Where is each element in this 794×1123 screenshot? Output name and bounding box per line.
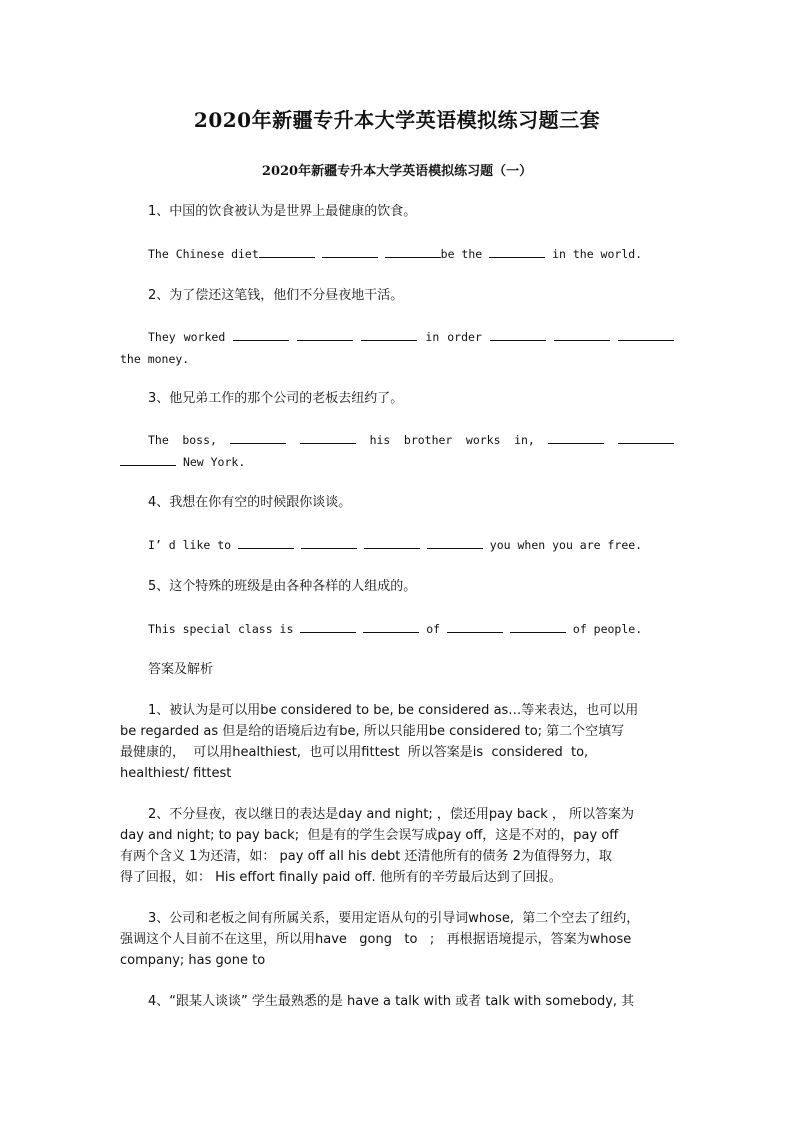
- blank[interactable]: [301, 535, 357, 549]
- answer-3-line: company; has gone to: [120, 953, 266, 968]
- blank[interactable]: [489, 244, 545, 258]
- blank[interactable]: [300, 619, 356, 633]
- blank[interactable]: [363, 619, 419, 633]
- blank[interactable]: [427, 535, 483, 549]
- question-3-chinese: 3、他兄弟工作的那个公司的老板去纽约了。: [148, 391, 404, 406]
- blank[interactable]: [238, 535, 294, 549]
- blank[interactable]: [297, 327, 353, 341]
- blank[interactable]: [361, 327, 417, 341]
- blank[interactable]: [364, 535, 420, 549]
- question-2-english-line2: the money.: [120, 352, 190, 366]
- answers-heading: 答案及解析: [148, 662, 214, 677]
- answer-1-line: 1、被认为是可以用be considered to be, be considered as…等来表达，也可以用: [148, 703, 639, 718]
- answer-3-line: 强调这个人目前不在这里，所以用have gong to ; 再根据语境提示，答案为whose: [120, 932, 632, 947]
- answer-2-line: day and night; to pay back; 但是有的学生会误写成pay off，这是不对的，pay off: [120, 828, 619, 843]
- blank[interactable]: [300, 430, 356, 444]
- blank[interactable]: [490, 327, 546, 341]
- blank[interactable]: [259, 244, 315, 258]
- question-3-english-line2: New York.: [120, 452, 674, 473]
- question-2-chinese: 2、为了偿还这笔钱，他们不分昼夜地干活。: [148, 288, 404, 303]
- answer-3-line: 3、公司和老板之间有所属关系，要用定语从句的引导词whose, 第二个空去了纽约，: [148, 911, 640, 926]
- question-4-chinese: 4、我想在你有空的时候跟你谈谈。: [148, 495, 352, 510]
- blank[interactable]: [322, 244, 378, 258]
- exercise-subtitle: 2020年新疆专升本大学英语模拟练习题（一）: [261, 164, 533, 179]
- blank[interactable]: [548, 430, 604, 444]
- blank[interactable]: [230, 430, 286, 444]
- answer-2-line: 2、不分昼夜，夜以继日的表达是day and night; ，偿还用pay back ， 所以答案为: [148, 807, 635, 822]
- answer-1-line: 最健康的， 可以用healthiest, 也可以用fittest 所以答案是is considered to,: [120, 745, 589, 760]
- question-3-english-line1: The boss, his brother works in,: [148, 430, 674, 451]
- question-2-english-line1: They worked in order: [148, 327, 674, 348]
- question-5-english: This special class is of of people.: [148, 619, 674, 640]
- answer-2-line: 有两个含义 1为还清，如： pay off all his debt 还清他所有的债务 2为值得努力，取: [120, 849, 612, 864]
- question-1-chinese: 1、中国的饮食被认为是世界上最健康的饮食。: [148, 204, 417, 219]
- blank[interactable]: [510, 619, 566, 633]
- question-4-english: I’ d like to you when you are free.: [148, 535, 674, 556]
- question-1-english: The Chinese diet be the in the world.: [148, 244, 674, 265]
- answer-2-line: 得了回报，如： His effort finally paid off. 他所有的辛劳最后达到了回报。: [120, 870, 562, 885]
- blank[interactable]: [618, 327, 674, 341]
- answer-1-line: healthiest/ fittest: [120, 766, 232, 781]
- question-5-chinese: 5、这个特殊的班级是由各种各样的人组成的。: [148, 579, 417, 594]
- blank[interactable]: [385, 244, 441, 258]
- blank[interactable]: [233, 327, 289, 341]
- blank[interactable]: [554, 327, 610, 341]
- answer-4-line: 4、“跟某人谈谈” 学生最熟悉的是 have a talk with 或者 talk with somebody, 其: [148, 994, 635, 1009]
- blank[interactable]: [120, 452, 176, 466]
- blank[interactable]: [618, 430, 674, 444]
- answer-1-line: be regarded as 但是给的语境后边有be, 所以只能用be considered to; 第二个空填写: [120, 724, 625, 739]
- blank[interactable]: [447, 619, 503, 633]
- document-title: 2020年新疆专升本大学英语模拟练习题三套: [193, 108, 601, 132]
